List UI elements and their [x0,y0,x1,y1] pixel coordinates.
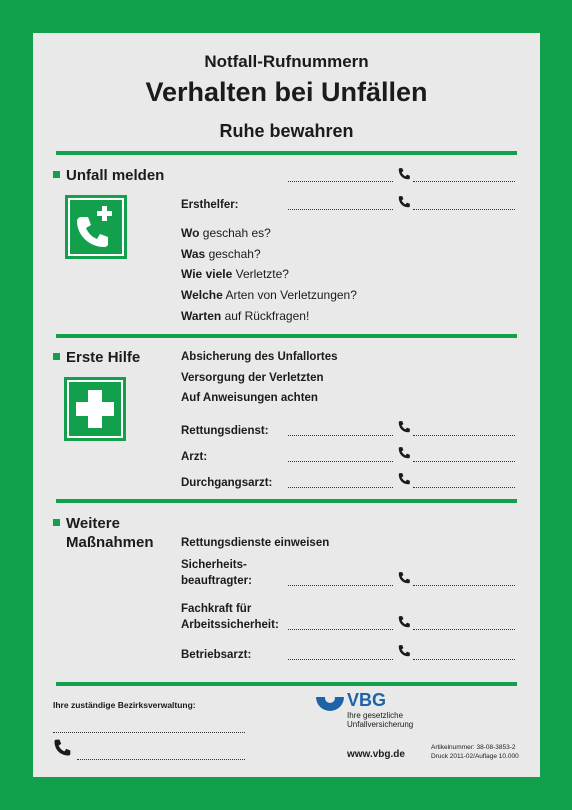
fachkraft-name-line[interactable] [288,629,393,630]
bezirk-label: Ihre zuständige Bezirksverwaltung: [53,700,196,710]
phone-icon [52,737,72,759]
massnahmen-item: Rettungsdienste einweisen [181,537,330,549]
durchgangsarzt-name-line[interactable] [288,487,393,488]
notice-sheet [33,33,540,777]
arzt-name-line[interactable] [288,461,393,462]
fachkraft-label-line1: Fachkraft für [181,603,252,615]
vbg-brand: VBG [347,690,387,710]
divider [56,334,517,338]
website-link[interactable]: www.vbg.de [347,749,405,760]
print-info: Druck 2011-02/Auflage 10.000 [431,753,519,760]
first-aid-cross-sign-icon [64,377,126,441]
vbg-logo-icon [315,695,345,717]
rettungsdienst-label: Rettungsdienst: [181,425,269,437]
ersthelfer-label: Ersthelfer: [181,199,239,211]
bezirk-phone-line[interactable] [77,759,245,760]
question-item: Wie viele Verletzte? [181,267,289,281]
betriebsarzt-name-line[interactable] [288,659,393,660]
sicherheits-label-line1: Sicherheits- [181,559,247,571]
fachkraft-label-line2: Arbeitssicherheit: [181,619,279,631]
phone-number-line[interactable] [413,181,515,182]
section-massnahmen-heading-line2: Maßnahmen [66,534,154,551]
phone-icon [397,643,411,659]
bullet-square [53,353,60,360]
contact-line[interactable] [288,181,393,182]
question-item: Wo geschah es? [181,226,271,240]
section-erste-hilfe-heading: Erste Hilfe [53,349,140,366]
page-title: Verhalten bei Unfällen [145,77,428,107]
phone-icon [397,570,411,586]
betriebsarzt-phone-line[interactable] [413,659,515,660]
divider [56,499,517,503]
divider [56,682,517,686]
question-item: Warten auf Rückfragen! [181,309,310,323]
phone-icon [397,614,411,630]
ersthelfer-phone-line[interactable] [413,209,515,210]
ersthelfer-name-line[interactable] [288,209,393,210]
fachkraft-phone-line[interactable] [413,629,515,630]
phone-icon [397,419,411,435]
bullet-square [53,519,60,526]
section-unfall-heading: Unfall melden [53,167,164,184]
phone-icon [397,194,411,210]
bezirk-address-line[interactable] [53,732,245,733]
first-aid-item: Versorgung der Verletzten [181,372,324,384]
rettungsdienst-name-line[interactable] [288,435,393,436]
vbg-sub1: Ihre gesetzliche [347,711,404,720]
durchgangsarzt-phone-line[interactable] [413,487,515,488]
question-item: Welche Arten von Verletzungen? [181,288,357,302]
header-subtitle: Ruhe bewahren [219,121,354,141]
header-line1: Notfall-Rufnummern [204,52,369,71]
sicherheits-name-line[interactable] [288,585,393,586]
sicherheits-label-line2: beauftragter: [181,575,252,587]
rettungsdienst-phone-line[interactable] [413,435,515,436]
phone-icon [397,166,411,182]
arzt-label: Arzt: [181,451,208,463]
first-aid-item: Absicherung des Unfallortes [181,351,338,363]
vbg-sub2: Unfallversicherung [347,720,414,729]
question-item: Was geschah? [181,247,261,261]
arzt-phone-line[interactable] [413,461,515,462]
sicherheits-phone-line[interactable] [413,585,515,586]
article-number: Artikelnummer: 38-08-3853-2 [431,744,516,751]
durchgangsarzt-label: Durchgangsarzt: [181,477,273,489]
betriebsarzt-label: Betriebsarzt: [181,649,252,661]
phone-icon [397,445,411,461]
section-massnahmen-heading: Weitere [53,515,120,532]
divider [56,151,517,155]
emergency-phone-sign-icon [65,195,127,259]
bullet-square [53,171,60,178]
phone-icon [397,471,411,487]
first-aid-item: Auf Anweisungen achten [181,392,318,404]
